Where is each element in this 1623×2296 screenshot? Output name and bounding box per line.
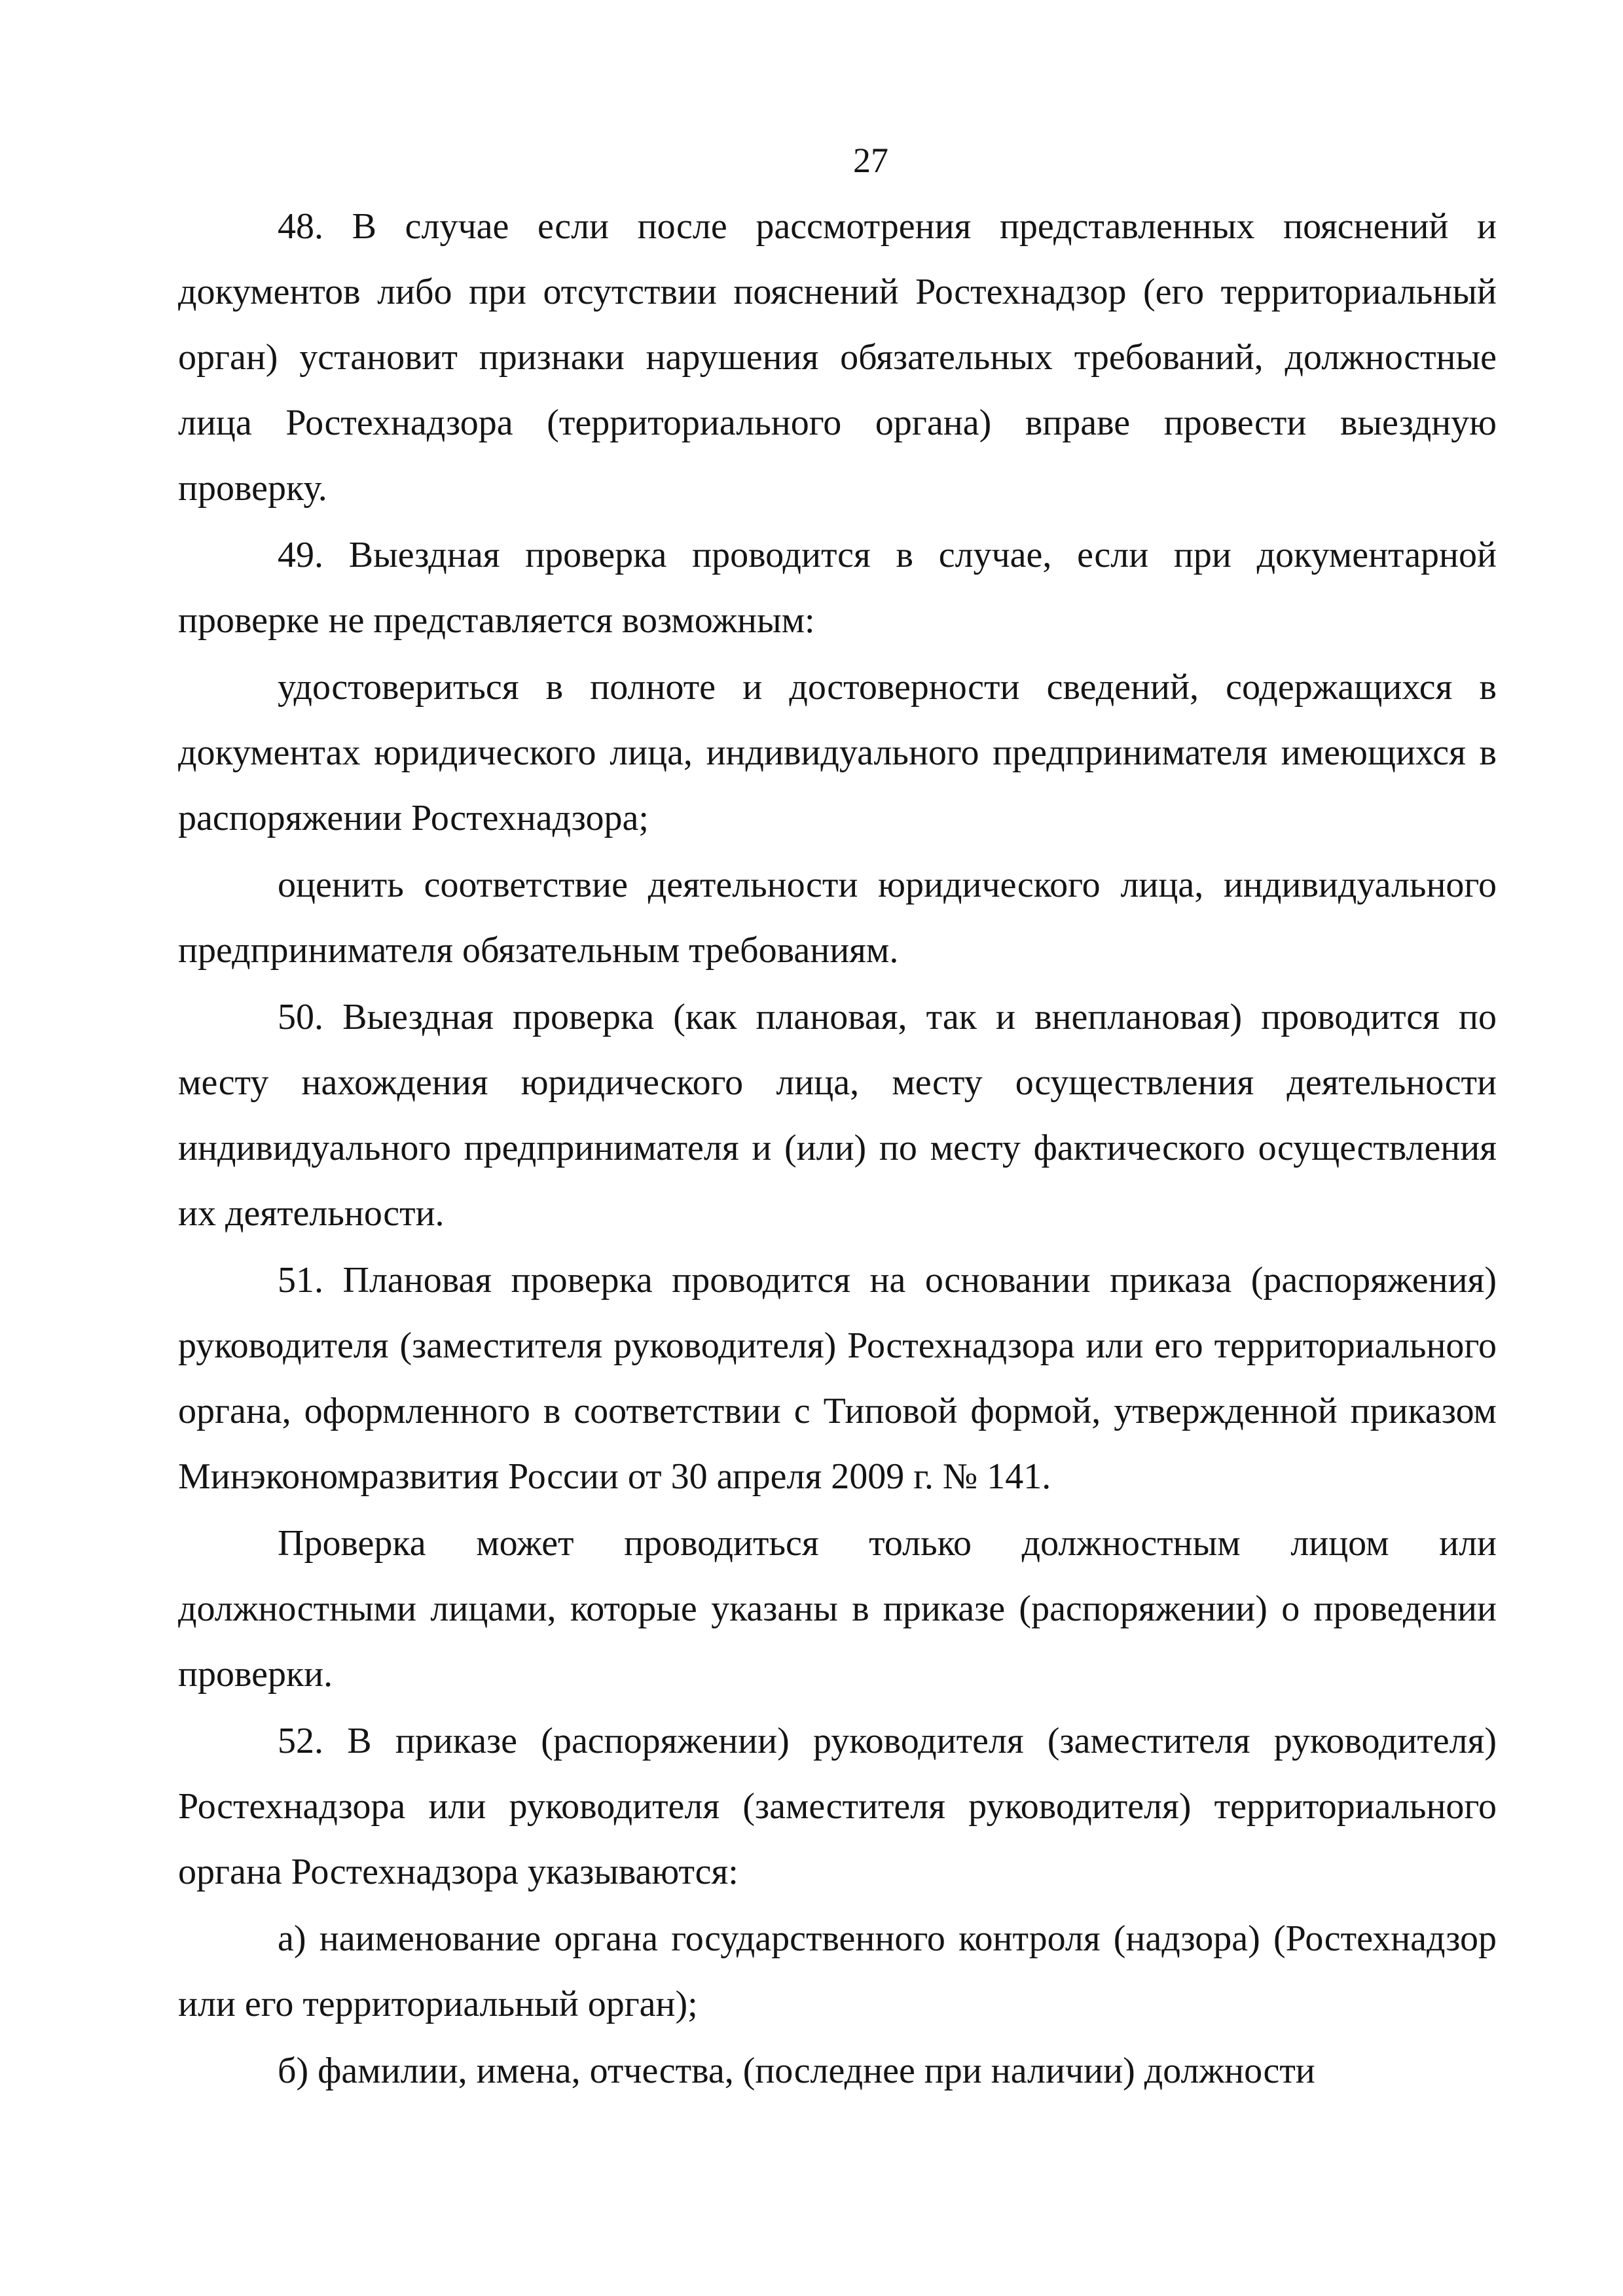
paragraph-52: 52. В приказе (распоряжении) руководителя (заместителя руководителя) Ростехнадзора или руководителя (заместителя руководителя) территориального органа Ростехнадзора указываются:	[178, 1721, 1497, 1892]
paragraph-52-item-b: б) фамилии, имена, отчества, (последнее при наличии) должности	[278, 2051, 1315, 2091]
paragraph-52-item-a: а) наименование органа государственного контроля (надзора) (Ростехнадзор или его территориальный орган);	[178, 1918, 1497, 2024]
paragraph-50: 50. Выездная проверка (как плановая, так и внеплановая) проводится по месту нахождения юридического лица, месту осуществления деятельности индивидуального предпринимателя и (или) по месту фактического осуществления их деятельности.	[178, 997, 1497, 1234]
paragraph-49: 49. Выездная проверка проводится в случае, если при документарной проверке не представляется возможным:	[178, 535, 1497, 641]
page-number: 27	[853, 141, 888, 180]
paragraph-51: 51. Плановая проверка проводится на основании приказа (распоряжения) руководителя (заместителя руководителя) Ростехнадзора или его территориального органа, оформленного в соответствии с Типовой формой, утвержденной приказом Минэкономразвития России от 30 апреля 2009 г. № 141.	[178, 1260, 1497, 1497]
paragraph-48: 48. В случае если после рассмотрения представленных пояснений и документов либо при отсутствии пояснений Ростехнадзор (его территориальный орган) установит признаки нарушения обязательных требований, должностные лица Ростехнадзора (территориального органа) вправе провести выездную проверку.	[178, 206, 1497, 509]
paragraph-49-item-verify: удостовериться в полноте и достоверности сведений, содержащихся в документах юридического лица, индивидуального предпринимателя имеющихся в распоряжении Ростехнадзора;	[178, 667, 1497, 838]
paragraph-51-note: Проверка может проводиться только должностным лицом или должностными лицами, которые указаны в приказе (распоряжении) о проведении проверки.	[178, 1523, 1497, 1695]
paragraph-49-item-assess: оценить соответствие деятельности юридического лица, индивидуального предпринимателя обязательным требованиям.	[178, 865, 1497, 971]
document-body	[178, 194, 1497, 2104]
